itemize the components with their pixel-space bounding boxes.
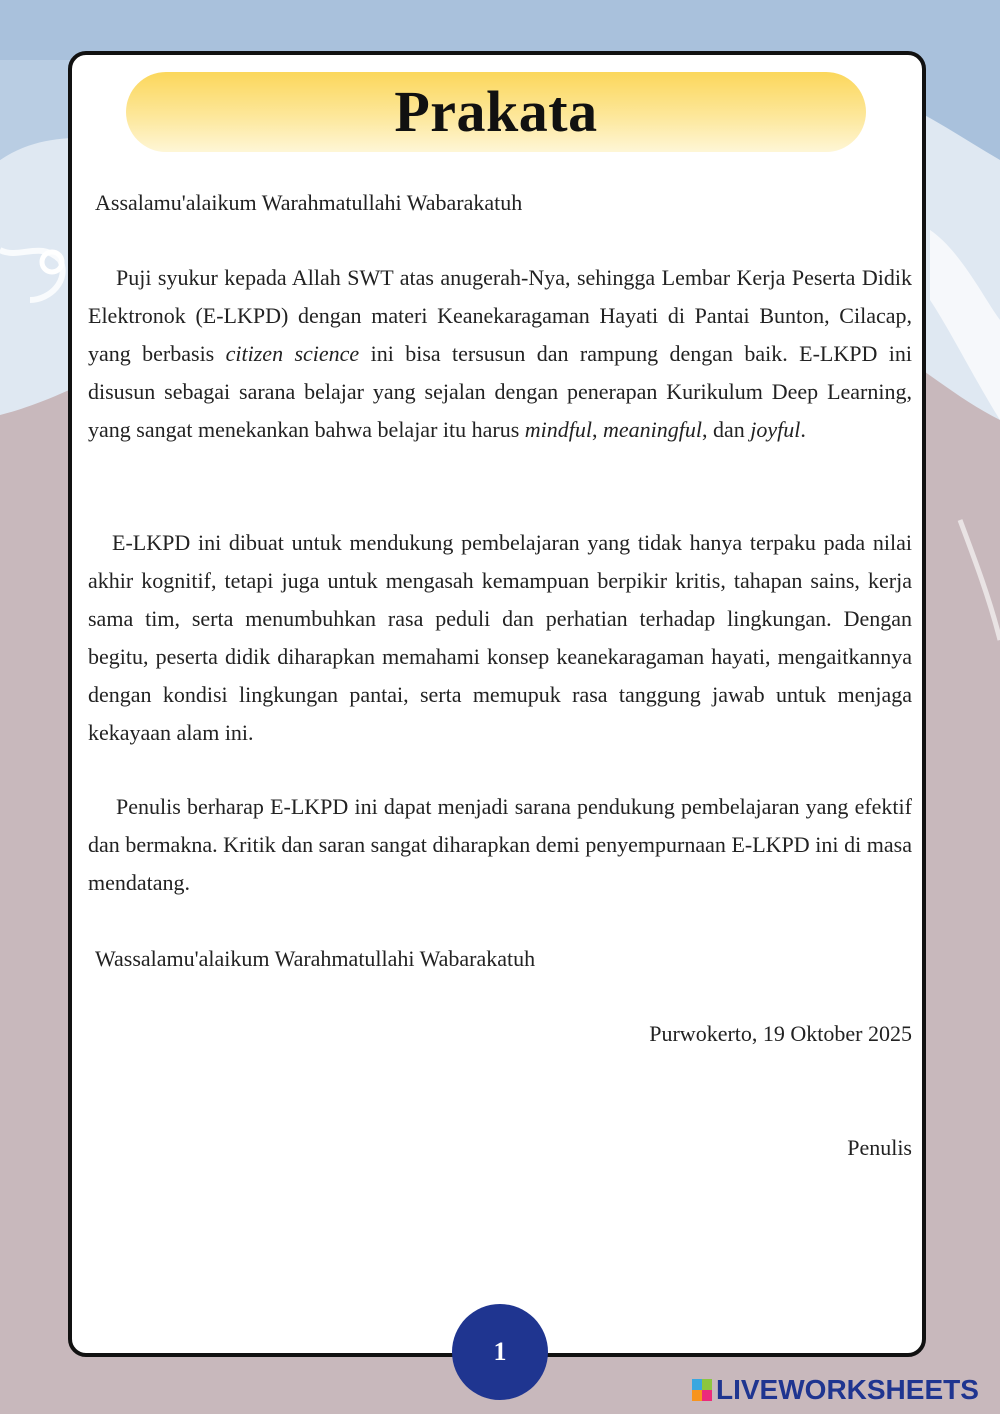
liveworksheets-icon: [692, 1379, 712, 1401]
paragraph-3: Penulis berharap E-LKPD ini dapat menjadi sarana pendukung pembelajaran yang efektif dan bermakna. Kritik dan saran sangat diharapkan demi penyempurnaan E-LKPD ini di masa mendatang.: [88, 794, 912, 895]
page-title: Prakata: [394, 79, 598, 144]
page-number: 1: [493, 1337, 507, 1366]
liveworksheets-logo: [692, 1374, 979, 1406]
place-date: Purwokerto, 19 Oktober 2025: [649, 1021, 912, 1046]
signature: Penulis: [847, 1135, 912, 1160]
greeting-open: Assalamu'alaikum Warahmatullahi Wabarakatuh: [95, 190, 523, 215]
paragraph-1: Puji syukur kepada Allah SWT atas anugerah-Nya, sehingga Lembar Kerja Peserta Didik Elektronok (E-LKPD) dengan materi Keanekaragaman Hayati di Pantai Bunton, Cilacap, yang berbasis citizen science ini bisa tersusun dan rampung dengan baik. E-LKPD ini disusun sebagai sarana belajar yang sejalan dengan penerapan Kurikulum Deep Learning, yang sangat menekankan bahwa belajar itu harus mindful, meaningful, dan joyful.: [88, 265, 912, 442]
greeting-close: Wassalamu'alaikum Warahmatullahi Wabarakatuh: [95, 946, 536, 971]
page-number-badge: [452, 1304, 548, 1400]
watermark-text: LIVEWORKSHEETS: [716, 1374, 979, 1405]
paragraph-2: E-LKPD ini dibuat untuk mendukung pembelajaran yang tidak hanya terpaku pada nilai akhir kognitif, tetapi juga untuk mengasah kemampuan berpikir kritis, tahapan sains, kerja sama tim, serta menumbuhkan rasa peduli dan perhatian terhadap lingkungan. Dengan begitu, peserta didik diharapkan memahami konsep keanekaragaman hayati, mengaitkannya dengan kondisi lingkungan pantai, serta memupuk rasa tanggung jawab untuk menjaga kekayaan alam ini.: [88, 530, 912, 745]
